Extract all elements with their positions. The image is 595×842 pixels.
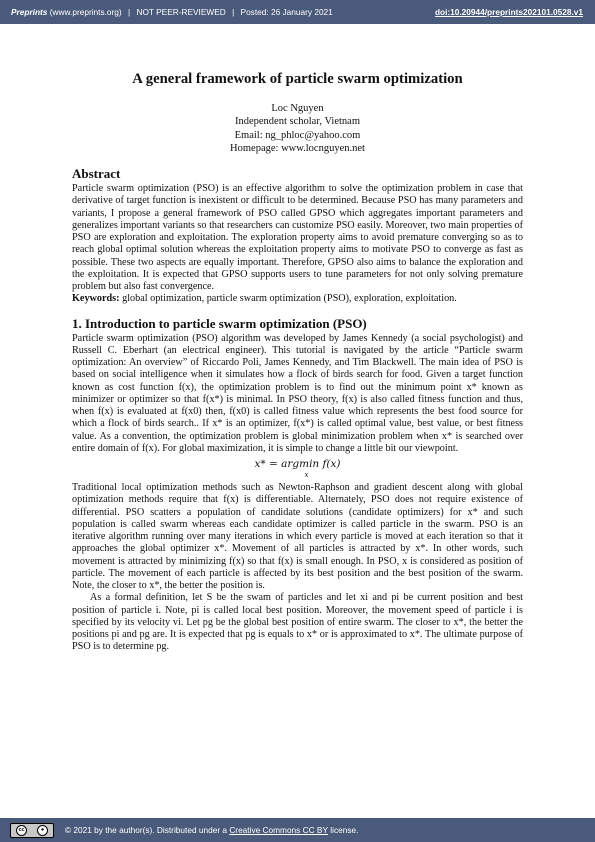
preprints-brand: Preprints xyxy=(11,7,48,17)
paper-body xyxy=(72,66,523,654)
keywords-list: global optimization, particle swarm optimization (PSO), exploration, exploitation. xyxy=(122,293,457,305)
introduction-section xyxy=(72,316,523,654)
section-heading: 1. Introduction to particle swarm optimization (PSO) xyxy=(72,315,367,331)
author-name: Loc Nguyen xyxy=(271,103,324,115)
author-block xyxy=(72,102,523,155)
intro-paragraph-3: As a formal definition, let S be the swam of particles and let xi and pi be current position and best position of particle i. Note, pi is called local best position. Moreover, the movement speed of particle i is specified by its velocity vi. Let pg be the global best position of entire swarm. The closer to x*, the better the positions pi and pg are. It is expected that pg is equals to x* or is approximated to x*. The ultimate purpose of PSO is to determine pg. xyxy=(72,592,523,653)
peer-review-status: NOT PEER-REVIEWED xyxy=(136,7,226,17)
keywords-label: Keywords: xyxy=(72,293,120,305)
abstract-text: Particle swarm optimization (PSO) is an effective algorithm to solve the optimization problem in case that derivative of target function is inexistent or difficult to be determined. Because PSO has many parameters and variants, I propose a general framework of PSO called GPSO which aggregates important parameters and generalizes important variants so that researchers can customize PSO easily. Moreover, two main properties of PSO are exploration and exploitation. The exploration property aims to avoid premature converging so as to reach global optimal solution whereas the exploitation property aims to motivate PSO to converge as fast as possible. These two aspects are equally important. Therefore, GPSO also aims to balance the exploration and the exploitation. It is expected that GPSO supports users to tune parameters for not only solving premature problem but also fast convergence. xyxy=(72,183,523,293)
license-suffix: license. xyxy=(330,825,359,835)
header-info xyxy=(11,7,333,17)
author-homepage[interactable]: Homepage: www.locnguyen.net xyxy=(230,142,365,154)
license-link[interactable]: Creative Commons CC BY xyxy=(229,825,328,835)
intro-paragraph-1: Particle swarm optimization (PSO) algorithm was developed by James Kennedy (a social psychologist) and Russell C. Eberhart (an electrical engineer). This tutorial is navigated by the article “Particle swarm optimization: An overview” of Riccardo Poli, James Kennedy, and Tim Blackwell. The main idea of PSO is based on social intelligence when it simulates how a flock of birds search for food. Given a target function known as cost function f(x), the optimization problem is to find out the minimum point x* known as minimizer or optimizer so that f(x*) is minimal. In PSO theory, f(x) is also called fitness function and thus, when f(x) is evaluated at f(x0) then, f(x0) is called fitness value which represents the best food source for which a flock of birds search.. If x* is an optimizer, f(x*) is called optimal value, best value, or best fitness value. As a convention, the optimization problem is global minimization problem when x* is searched over entire domain of f(x). For global maximization, it is simple to change a little bit our viewpoint. xyxy=(72,332,523,454)
header-separator: | xyxy=(232,7,235,17)
keywords-line xyxy=(72,293,523,305)
copyright-text: © 2021 by the author(s). Distributed under a xyxy=(65,825,227,835)
author-email[interactable]: Email: ng_phloc@yahoo.com xyxy=(234,129,361,141)
equation-main: x* = argmin f(x) xyxy=(254,458,341,471)
doi-link[interactable]: doi:10.20944/preprints202101.0528.v1 xyxy=(434,7,583,17)
argmin-equation xyxy=(72,458,523,482)
by-person-icon: ● xyxy=(37,825,48,836)
abstract-heading: Abstract xyxy=(72,166,121,182)
paper-title: A general framework of particle swarm optimization xyxy=(132,71,463,87)
author-affiliation: Independent scholar, Vietnam xyxy=(234,116,360,128)
posted-date: Posted: 26 January 2021 xyxy=(240,7,333,17)
cc-icon: cc xyxy=(16,825,27,836)
intro-paragraph-2: Traditional local optimization methods such as Newton-Raphson and gradient descent along with global optimization methods require that f(x) is differentiable. Alternately, PSO does not require existence of differential. PSO scatters a population of candidate solutions (candidate optimizers) for x* and such population is called swarm whereas each candidate optimizer is called particle in the swarm. PSO is an iterative algorithm running over many iterations in which every particle is moved at each iteration so that it approaches the global optimizer x*. Movement of all particles is attracted by x*. In other words, such movement is attracted by minimizing f(x) so that f(x) is small enough. In PSO, x is considered as position of particle. The movement of each particle is affected by its best position and the best position of the swarm. Note, the closer to x*, the better the position is. xyxy=(72,482,523,592)
equation-subscript: x xyxy=(304,471,309,480)
abstract-section xyxy=(72,166,523,306)
preprint-header-bar xyxy=(0,0,595,24)
header-separator: | xyxy=(128,7,131,17)
preprints-url[interactable]: (www.preprints.org) xyxy=(49,7,122,17)
cc-by-badge[interactable] xyxy=(10,823,54,838)
license-footer-bar xyxy=(0,818,595,842)
